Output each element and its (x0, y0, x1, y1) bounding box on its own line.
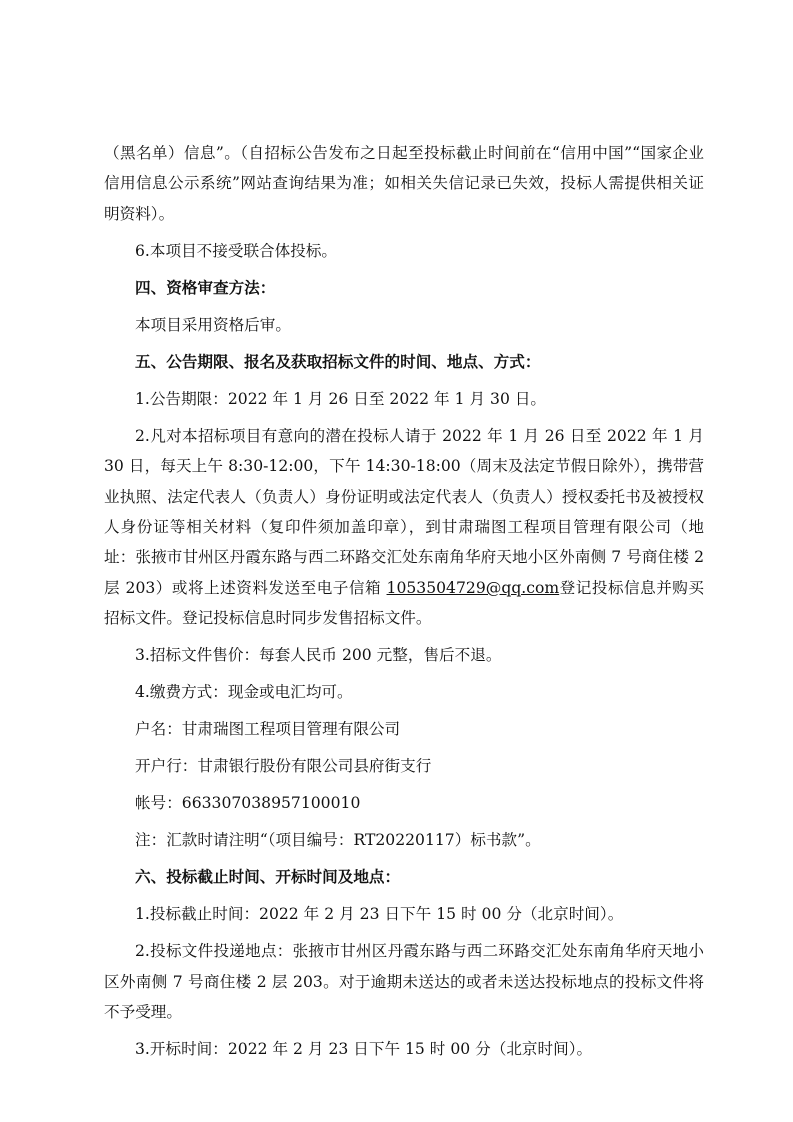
account-name-paragraph: 户名：甘肃瑞图工程项目管理有限公司 (135, 720, 401, 739)
announcement-period-paragraph: 1.公告期限：2022 年 1 月 26 日至 2022 年 1 月 30 日。 (135, 389, 547, 408)
document-body (104, 138, 704, 1071)
bid-opening-time-paragraph: 3.开标时间：2022 年 2 月 23 日下午 15 时 00 分（北京时间）。 (135, 1040, 593, 1059)
remittance-note-paragraph: 注：汇款时请注明“（项目编号：RT20220117）标书款”。 (135, 831, 541, 850)
bank-paragraph: 开户行：甘肃银行股份有限公司县府街支行 (135, 757, 432, 776)
registration-paragraph (104, 421, 704, 634)
section-4-heading: 四、资格审查方法： (135, 278, 276, 297)
no-consortium-paragraph: 6.本项目不接受联合体投标。 (135, 241, 338, 260)
email-link[interactable]: 1053504729@qq.com (386, 578, 560, 597)
registration-text: 2.凡对本招标项目有意向的潜在投标人请于 2022 年 1 月 26 日至 2022 年 1 月 30 日，每天上午 8:30-12:00，下午 14:30-18:00（周末及法定节假日除外），携带营业执照、法定代表人（负责人）身份证明或法定代表人（负责人）授权委托书及被授权人身份证等相关材料（复印件须加盖印章），到甘肃瑞图工程项目管理有限公司（地址：张掖市甘州区丹霞东路与西二环路交汇处东南角华府天地小区外南侧 7 号商住楼 2 层 203）或将上述资料发送至电子信箱 (104, 426, 704, 597)
bid-deadline-paragraph: 1.投标截止时间：2022 年 2 月 23 日下午 15 时 00 分（北京时间）。 (135, 905, 624, 924)
registration-text-end: 登记投标信息并购买招标文件。登记投标信息时同步发售招标文件。 (104, 578, 704, 628)
account-number-paragraph: 帐号：663307038957100010 (135, 794, 361, 813)
blacklist-info-paragraph: （黑名单）信息”。（自招标公告发布之日起至投标截止时间前在“信用中国”“国家企业信用信息公示系统”网站查询结果为准；如相关失信记录已失效，投标人需提供相关证明资料）。 (104, 144, 704, 223)
payment-method-paragraph: 4.缴费方式：现金或电汇均可。 (135, 683, 353, 702)
document-price-paragraph: 3.招标文件售价：每套人民币 200 元整，售后不退。 (135, 646, 502, 665)
bid-delivery-location-paragraph: 2.投标文件投递地点：张掖市甘州区丹霞东路与西二环路交汇处东南角华府天地小区外南侧 7 号商住楼 2 层 203。对于逾期未送达的或者未送达投标地点的投标文件将不予受理。 (104, 942, 704, 1022)
section-5-heading: 五、公告期限、报名及获取招标文件的时间、地点、方式： (135, 352, 541, 371)
qualification-review-paragraph: 本项目采用资格后审。 (135, 315, 291, 334)
section-6-heading: 六、投标截止时间、开标时间及地点： (135, 868, 401, 887)
